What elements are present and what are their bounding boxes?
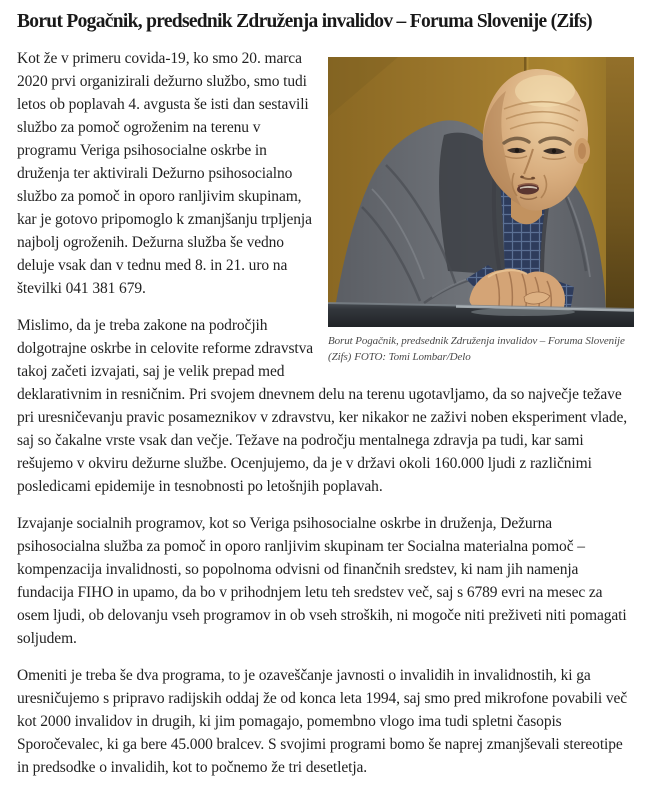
paragraph-2: Mislimo, da je treba zakone na področjih dolgotrajne oskrbe in celovite reforme zdravstva takoj začeti izvajati, saj je velik prepad med deklarativnim in resničnim. Pri svojem dnevnem delu na terenu ugotavljamo, da so največje težave pri uresničevanju pravic posameznikov v zdravstvu, ker nikakor ne zaživi noben eksperiment vlade, saj so čakalne vrste vsak dan večje. Težave na področju mentalnega zdravja pa tudi, kar sami rešujemo v okviru dežurne službe. Ocenjujemo, da je v državi okoli 160.000 ljudi z različnimi posledicami epidemije in tesnobnosti po letošnjih poplavah.	[17, 317, 628, 496]
paragraph-4: Omeniti je treba še dva programa, to je ozaveščanje javnosti o invalidih in invalidnostih, ki ga uresničujemo s pripravo radijskih oddaj že od konca leta 1994, saj smo pred mikrofone povabili več kot 2000 invalidov in drugih, ki jim pomagajo, pomembno vlogo ima tudi spletni časopis Sporočevalec, ki ga bere 45.000 bralcev. S svojimi programi bomo še naprej zmanjševali stereotipe in predsodke o invalidih, kot to počnemo že tri desetletja.	[17, 667, 628, 777]
portrait-photo-illustration	[328, 57, 634, 327]
photo-credit: FOTO: Tomi Lombar/Delo	[354, 350, 471, 363]
article-figure	[328, 57, 634, 364]
paragraph-1: Kot že v primeru covida-19, ko smo 20. marca 2020 prvi organizirali dežurno službo, smo tudi letos ob poplavah 4. avgusta še isti dan sestavili službo za pomoč ogroženim na terenu v programu Veriga psihosocialne oskrbe in druženja ter aktivirali Dežurno psihosocialno službo za pomoč in oporo ranljivim skupinam, kar je gotovo pripomoglo k zmanjšanju trpljenja najbolj ogroženih. Dežurna služba še vedno deluje vsak dan v tednu med 8. in 21. uro na številki 041 381 679.	[17, 50, 312, 298]
photo-caption	[328, 334, 634, 364]
paragraph-3: Izvajanje socialnih programov, kot so Veriga psihosocialne oskrbe in druženja, Dežurna psihosocialna služba za pomoč in oporo ranljivim skupinam ter Socialna materialna pomoč – kompenzacija invalidnosti, so popolnoma odvisni od finančnih sredstev, ki nam jih namenja fundacija FIHO in upamo, da bo v prihodnjem letu teh sredstev več, saj s 6789 evri na mesec za osem ljudi, ob delovanju vseh programov in ob vseh stroških, ni mogoče niti preživeti niti pomagati soljudem.	[17, 515, 627, 648]
article-title: Borut Pogačnik, predsednik Združenja invalidov – Foruma Slovenije (Zifs)	[17, 11, 592, 32]
photo-caption-text: Borut Pogačnik, predsednik Združenja invalidov – Foruma Slovenije (Zifs)	[328, 335, 625, 363]
portrait-photo	[328, 57, 634, 327]
